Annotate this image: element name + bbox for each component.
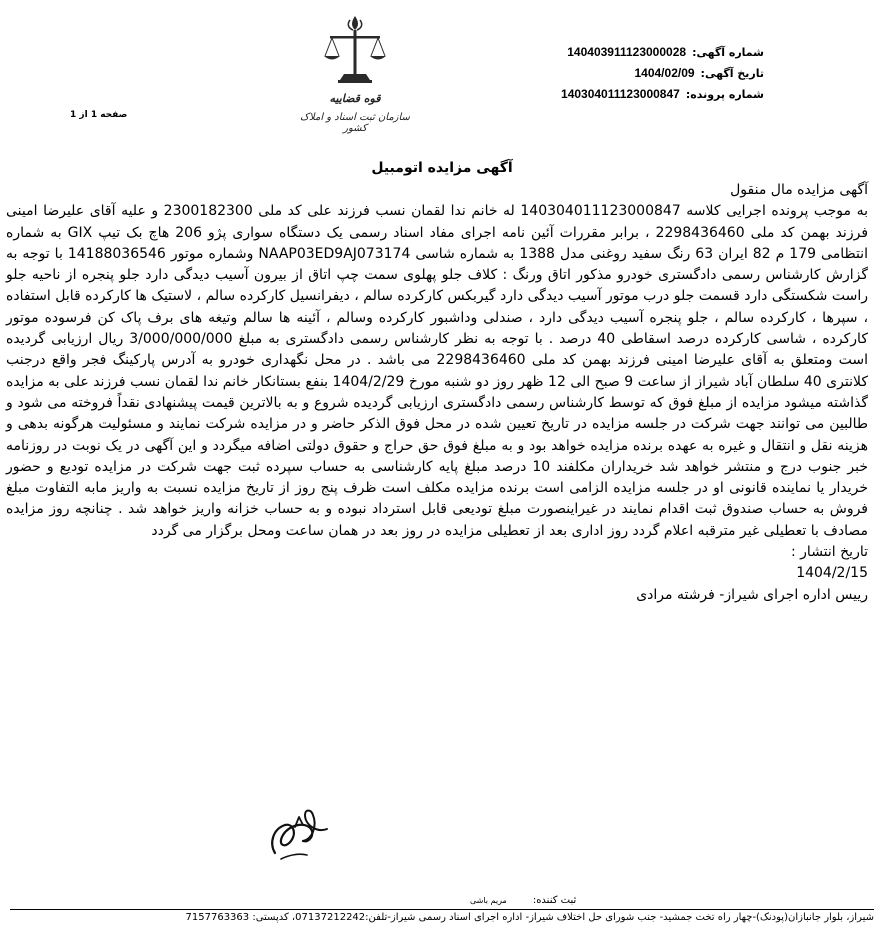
- signer: رییس اداره اجرای شیراز- فرشته مرادی: [636, 586, 868, 603]
- publish-date-row: [6, 542, 868, 563]
- ad-number-row: [561, 42, 764, 63]
- publish-date-label: تاریخ انتشار :: [791, 544, 868, 561]
- ad-body: [6, 180, 868, 606]
- emblem-caption-organization: سازمان ثبت اسناد و املاک کشور: [300, 112, 410, 134]
- footer-divider: [10, 909, 874, 910]
- ad-number: 140403911123000028: [567, 45, 687, 59]
- registrar-name: مریم باشی: [470, 896, 507, 905]
- handwritten-signature: [255, 795, 365, 875]
- page-indicator: صفحه 1 از 1: [70, 110, 128, 120]
- ad-date-row: [561, 63, 764, 84]
- registrar-label: ثبت کننده:: [532, 895, 577, 906]
- ad-number-label: شماره آگهی:: [692, 46, 764, 59]
- ad-paragraph: به موجب پرونده اجرایی کلاسه 140304011123000847 له خانم ندا لقمان نسب فرزند علی کد ملی 2300182300 و علیه آقای علیرضا امینی فرزند بهمن کد ملی 2298436460 ، برابر مقررات آئین نامه اجرای مفاد اسناد رسمی یک دستگاه سواری پژو 206 هاچ بک تیپ GIX به شماره انتظامی 179 م 82 ایران 63 رنگ سفید روغنی مدل 1388 به شماره شاسی NAAP03ED9AJ073174 وشماره موتور 14188036546 با توجه به گزارش کارشناس رسمی دادگستری خودرو مذکور اتاق ورنگ : کلاف جلو پهلوی سمت چپ اتاق از بیرون آسیب دیدگی دارد جلو پنجره از ناحیه جلو راست شکستگی دارد قسمت جلو درب موتور آسیب دیدگی دارد گیربکس کارکرده سالم ، دیفرانسیل کارکرده سالم ، لاستیک ها کارکرده قابل استفاده ، سپرها ، کارکرده سالم ، جلو پنجره آسیب دیدگی دارد ، صندلی وداشبور کارکرده وسالم ، آئینه ها سالم وتیغه های برف پاک کن فرسوده موتور کارکرده ، شاسی کارکرده درصد اسقاطی 40 درصد . با توجه به نظر کارشناس رسمی دادگستری به مبلغ 3/000/000/000 ریال ارزیابی گردیده است ومتعلق به آقای علیرضا امینی فرزند بهمن کد ملی 2298436460 می باشد . در محل نگهداری خودرو به آدرس پارکینگ فجر واقع درجنب کلانتری 40 سلطان آباد شیراز از ساعت 9 صبح الی 12 ظهر روز دو شنبه مورخ 1404/2/29 بنفع بستانکار خانم ندا لقمان نسب فرزند علی به مزایده گذاشته میشود مزایده از مبلغ فوق که توسط کارشناس رسمی دادگستری ارزیابی گردیده شروع و به بالاترین قیمت پیشنهادی نقداً فروخته می شود و طالبین می توانند جهت شرکت در جلسه مزایده در تاریخ تعیین شده در محل فوق الذکر حاضر و در مزایده شرکت نمایند و مسئولیت هرگونه بدهی و هزینه نقل و انتقال و غیره به عهده برنده مزایده خواهد بود و به مبلغ فوق حق حراج و حقوق دولتی اضافه میگردد و این آگهی در یک نوبت در روزنامه خبر جنوب درج و منتشر خواهد شد خریداران مکلفند 10 درصد مبلغ پایه کارشناسی به حساب سپرده ثبت جهت شرکت در مزایده تودیع و حضور خریدار یا نماینده قانونی او در جلسه مزایده الزامی است برنده مزایده مکلف است ظرف پنج روز از تاریخ مزایده نسبت به واریز مابه التفاوت مبلغ فروش به حساب صندوق ثبت اقدام نمایند در غیراینصورت مبلغ تودیعی قابل استرداد نبوده و به حساب خزانه واریز خواهد شد . چنانچه روز مزایده مصادف با تعطیلی غیر مترقبه اعلام گردد روز اداری بعد از تعطیلی مزایده در روز بعد در همان ساعت ومحل برگزار می گردد: [6, 203, 869, 539]
- ad-date: 1404/02/09: [634, 66, 695, 80]
- footer-address: شیراز، بلوار جانبازان(پودنک)-چهار راه تخت جمشید- جنب شورای حل اختلاف شیراز- اداره اجرای اسناد رسمی شیراز-تلفن:07137212242، کدپستی: 7157763363: [185, 912, 874, 923]
- scales-of-justice-icon: [320, 12, 390, 90]
- emblem-caption-judiciary: قوه قضاییه: [329, 92, 381, 105]
- registrar: [470, 895, 576, 906]
- ad-date-label: تاریخ آگهی:: [700, 67, 764, 80]
- ad-meta: [561, 42, 764, 105]
- ad-lead: آگهی مزایده مال منقول: [730, 182, 868, 198]
- publish-date: 1404/2/15: [796, 565, 868, 582]
- case-number-label: شماره پرونده:: [685, 88, 764, 101]
- case-number: 140304011123000847: [561, 87, 680, 101]
- page-title: آگهی مزایده اتومبیل: [371, 160, 513, 176]
- case-number-row: [561, 84, 764, 105]
- judiciary-emblem: [290, 12, 420, 134]
